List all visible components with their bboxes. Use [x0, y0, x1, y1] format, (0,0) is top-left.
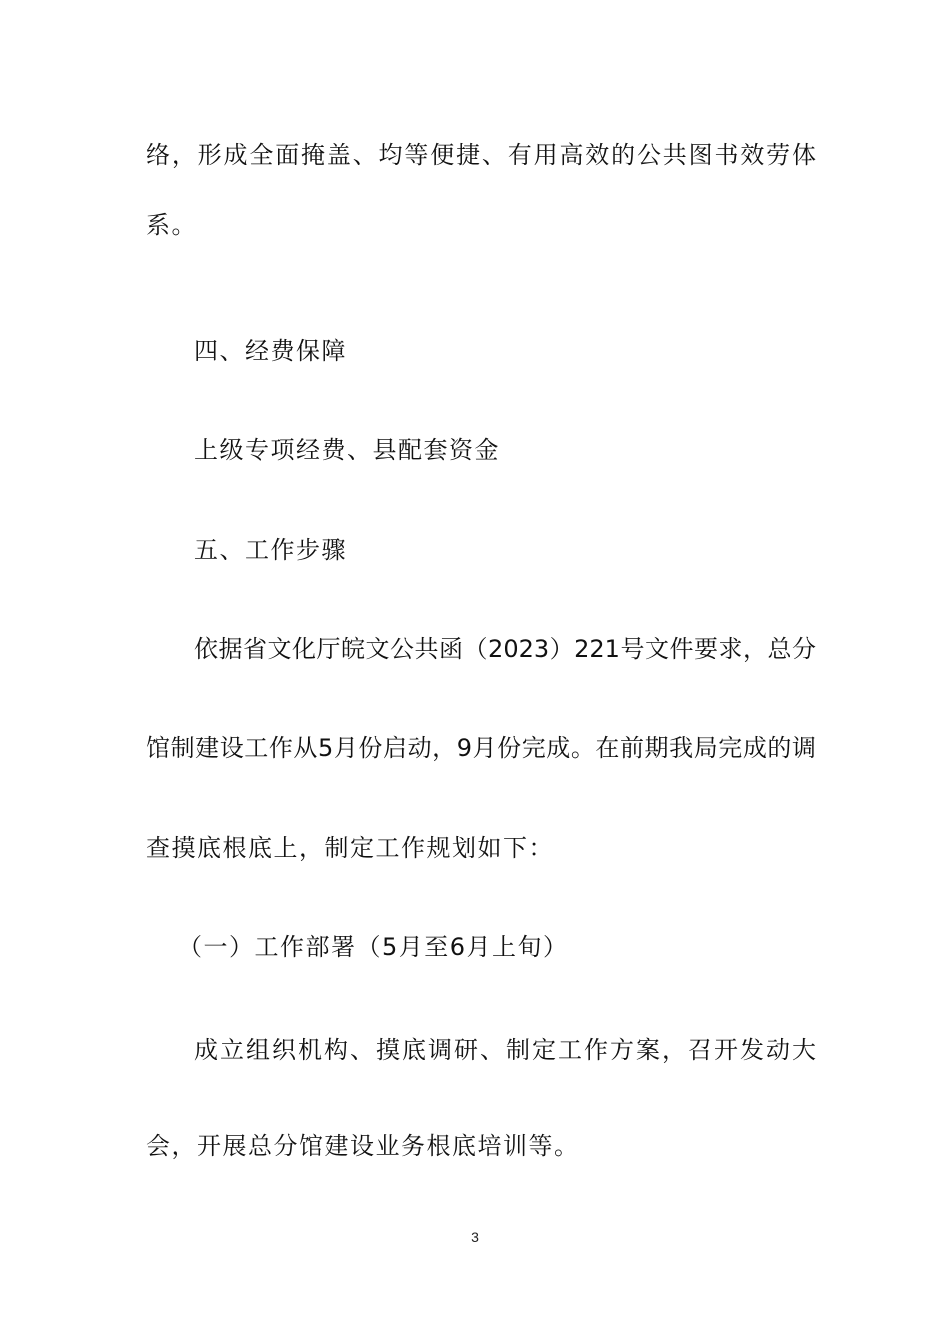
section-heading: 五、工作步骤: [194, 536, 347, 564]
page-number: 3: [471, 1229, 479, 1245]
paragraph-line: 成立组织机构、摸底调研、制定工作方案，召开发动大: [194, 1036, 816, 1064]
paragraph-line: 馆制建设工作从5月份启动，9月份完成。在前期我局完成的调: [146, 734, 816, 762]
subsection-heading: （一）工作部署（5月至6月上旬）: [178, 933, 569, 961]
paragraph-line: 依据省文化厅皖文公共函（2023）221号文件要求，总分: [194, 635, 816, 663]
paragraph-line: 系。: [146, 211, 197, 239]
paragraph-line: 上级专项经费、县配套资金: [194, 436, 500, 464]
section-heading: 四、经费保障: [194, 337, 347, 365]
paragraph-line: 络，形成全面掩盖、均等便捷、有用高效的公共图书效劳体: [146, 141, 816, 169]
paragraph-line: 会，开展总分馆建设业务根底培训等。: [146, 1132, 580, 1160]
paragraph-line: 查摸底根底上，制定工作规划如下：: [146, 834, 554, 862]
